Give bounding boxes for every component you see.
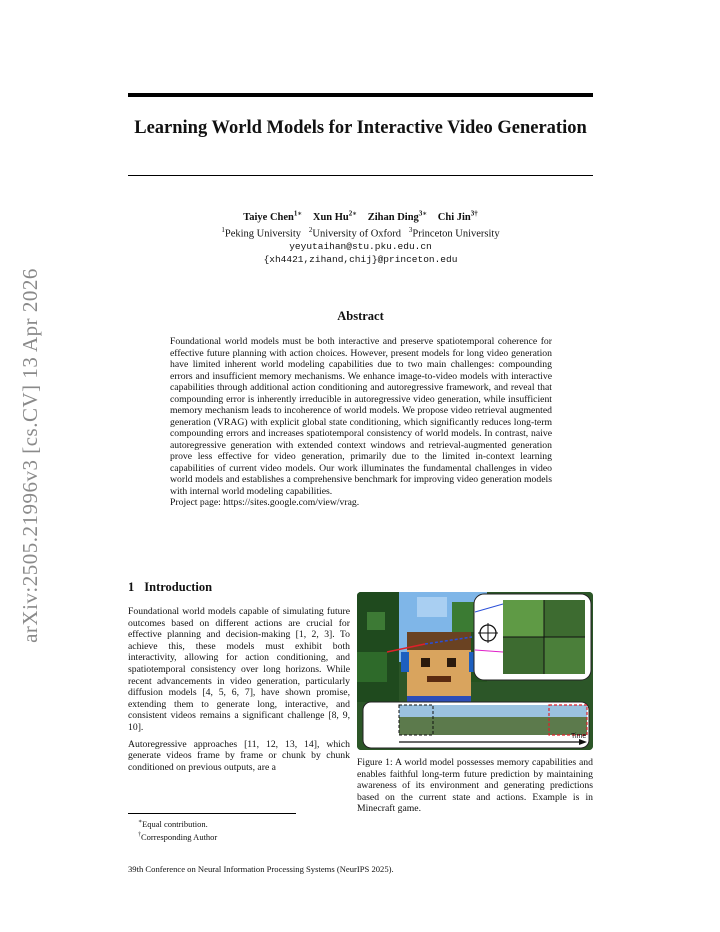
section-title: Introduction bbox=[144, 580, 213, 594]
figure-caption: Figure 1: A world model possesses memory capabilities and enables faithful long-term future prediction by maintaining awareness of its environment and generating predictions based on the current state and actions. Example is in Minecraft game. bbox=[357, 757, 593, 815]
figure-minecraft-illustration bbox=[357, 592, 593, 750]
author: Xun $Hu^{2∗}$ bbox=[312, 209, 358, 223]
footnote: ∗Equal contribution. bbox=[138, 818, 208, 829]
author: Taiye Chen$^{1∗}$ bbox=[243, 209, 303, 223]
author: Chi Jin$^{3\dagger}$ bbox=[437, 209, 478, 223]
title-rule-top bbox=[128, 93, 593, 97]
figure-graphic bbox=[357, 592, 593, 750]
title-rule-bottom bbox=[128, 175, 593, 176]
author-email: yeyutaihan@stu.pku.edu.cn bbox=[289, 241, 432, 252]
paragraph: Foundational world models capable of simulating future outcomes based on different actions are crucial for effective planning and decision-making [1, 2, 3]. To achieve this, these models must exhibit both interactivity, allowing for action conditioning, and spatiotemporal consistency over long horizons. While recent advancements in video generation, particularly diffusion models [4, 5, 6, 7], have shown promise, extending them to generate long, interactive, and consistent videos remains a significant challenge [8, 9, 10]. bbox=[128, 606, 350, 733]
figure-time-label: Time bbox=[571, 733, 587, 740]
author: Zihan Ding$^{3∗}$ bbox=[367, 209, 428, 223]
intro-body bbox=[128, 606, 350, 773]
affiliations: $^1$Peking University $^2$University of Oxford $^3$Princeton University bbox=[221, 226, 500, 240]
venue-footer: 39th Conference on Neural Information Processing Systems (NeurIPS 2025). bbox=[128, 864, 394, 874]
abstract-text: Foundational world models must be both interactive and preserve spatiotemporal coherence for effective future planning with action choices. However, present models for long video generation have limited inherent world modeling capabilities due to two main challenges: compounding errors and insufficient memory mechanisms. We enhance image-to-video models with interactive capabilities through additional action conditioning and autoregressive framework, and reveal that compounding error is inherently irreducible in autoregressive video generation, while insufficient memory mechanism leads to incoherence of world models. We propose video retrieval augmented generation (VRAG) with explicit global state conditioning, which significantly reduces long-term compounding errors and increases spatiotemporal consistency of world models. In contrast, naive autoregressive generation with extended context windows and retrieval-augmented generation prove less effective for video generation, primarily due to the limited in-context learning capabilities of current video models. Our work illuminates the fundamental challenges in video world models and establishes a comprehensive benchmark for improving video generation models with internal world modeling capabilities. bbox=[170, 336, 552, 497]
author-email: {xh4421,zihand,chij}@princeton.edu bbox=[263, 253, 458, 265]
paper-title: Learning World Models for Interactive Video Generation bbox=[134, 118, 587, 138]
project-page-link[interactable]: Project page: https://sites.google.com/view/vrag. bbox=[170, 497, 360, 508]
section-number: 1 bbox=[128, 580, 135, 594]
abstract-body bbox=[170, 336, 552, 509]
paragraph: Autoregressive approaches [11, 12, 13, 14], which generate videos frame by frame or chunk by chunk conditioned on previous outputs, are a bbox=[128, 738, 350, 773]
author-names bbox=[128, 207, 593, 224]
author-block bbox=[128, 207, 593, 266]
arxiv-identifier-text: arXiv:2505.21996v3 [cs.CV] 13 Apr 2026 bbox=[17, 267, 42, 643]
footnotes bbox=[138, 817, 217, 843]
footnote: †Corresponding Author bbox=[138, 831, 218, 842]
abstract-heading: Abstract bbox=[337, 309, 384, 323]
arxiv-identifier bbox=[6, 260, 54, 650]
footnote-rule bbox=[128, 813, 296, 814]
section-heading bbox=[128, 580, 212, 595]
